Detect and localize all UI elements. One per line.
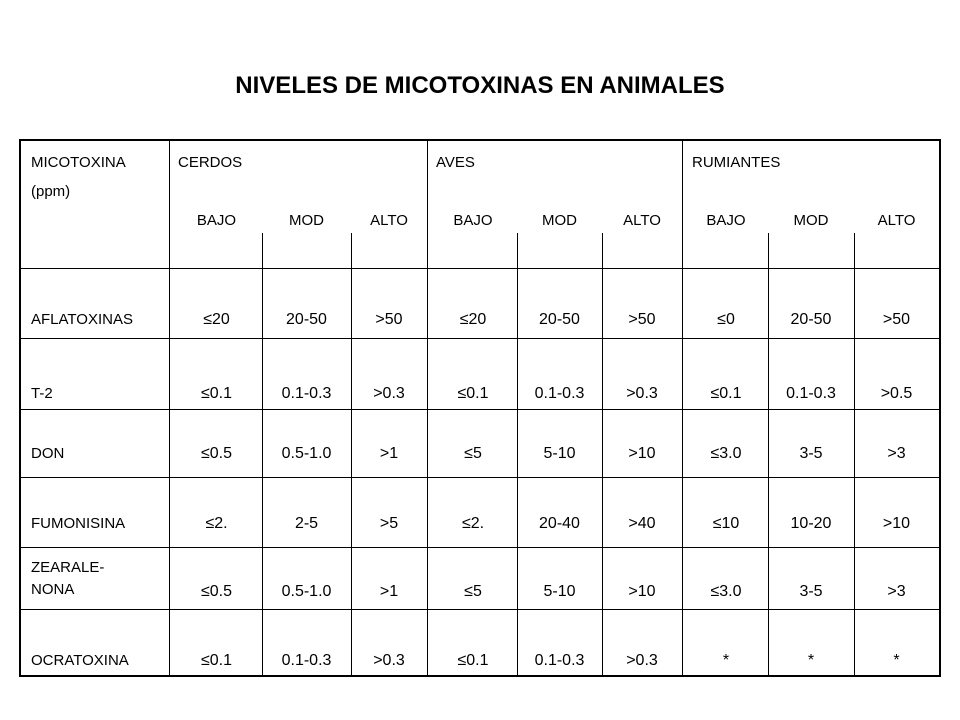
table-cell: ≤5 <box>464 583 482 600</box>
table-cell: 20-50 <box>286 311 327 328</box>
table-cell: ≤10 <box>712 515 740 532</box>
table-cell: 0.1-0.3 <box>534 385 585 402</box>
row-label-zearalenona: NONA <box>31 581 75 598</box>
header-level: MOD <box>793 212 829 229</box>
table-cell: >1 <box>379 445 399 462</box>
table-cell: >3 <box>887 583 906 600</box>
table-cell: 3-5 <box>799 445 823 462</box>
table-cell: * <box>807 652 815 669</box>
table-cell: 0.1-0.3 <box>786 385 836 402</box>
row-divider <box>21 268 939 269</box>
table-cell: >40 <box>628 515 656 532</box>
header-group-aves: AVES <box>436 154 475 171</box>
table-cell: 5-10 <box>543 583 576 600</box>
table-cell: 0.1-0.3 <box>281 385 332 402</box>
column-divider <box>169 141 170 675</box>
table-cell: >1 <box>379 583 399 600</box>
table-cell: ≤0.5 <box>200 583 233 600</box>
table-cell: >10 <box>628 583 656 600</box>
table-cell: >0.3 <box>626 385 658 402</box>
header-level: MOD <box>542 212 577 229</box>
table-cell: * <box>722 652 730 669</box>
table-cell: ≤0.1 <box>200 652 233 669</box>
table-cell: 0.5-1.0 <box>281 445 332 462</box>
header-level: ALTO <box>877 212 916 229</box>
table-cell: >10 <box>882 515 911 532</box>
header-level: BAJO <box>453 212 493 229</box>
mycotoxin-table <box>19 139 941 677</box>
table-cell: ≤0.1 <box>457 652 489 669</box>
table-cell: 20-40 <box>539 515 580 532</box>
row-label-don: DON <box>31 445 65 462</box>
table-cell: * <box>893 652 900 669</box>
table-cell: 0.1-0.3 <box>534 652 585 669</box>
column-divider <box>682 141 683 675</box>
table-cell: >10 <box>628 445 656 462</box>
table-cell: ≤2. <box>205 515 228 532</box>
table-cell: >50 <box>882 311 911 328</box>
row-label-zearalenona: ZEARALE- <box>31 559 105 576</box>
table-cell: 2-5 <box>294 515 319 532</box>
table-cell: ≤2. <box>461 515 485 532</box>
table-cell: 20-50 <box>539 311 580 328</box>
row-divider <box>21 338 939 339</box>
table-cell: >0.3 <box>626 652 658 669</box>
table-cell: ≤5 <box>464 445 482 462</box>
header-level: BAJO <box>196 212 237 229</box>
table-cell: 20-50 <box>790 311 832 328</box>
header-level: ALTO <box>370 212 408 229</box>
table-cell: ≤0.1 <box>710 385 742 402</box>
header-group-cerdos: CERDOS <box>178 154 243 171</box>
table-cell: 3-5 <box>799 583 823 600</box>
header-micotoxina: MICOTOXINA <box>31 154 126 171</box>
header-level: MOD <box>289 212 324 229</box>
row-divider <box>21 609 939 610</box>
table-cell: 0.1-0.3 <box>281 652 332 669</box>
table-cell: >0.3 <box>373 652 405 669</box>
table-cell: >0.5 <box>880 385 913 402</box>
table-cell: ≤0 <box>717 311 735 328</box>
row-divider <box>21 409 939 410</box>
row-divider <box>21 477 939 478</box>
row-label-t2: T-2 <box>31 385 53 402</box>
column-divider <box>427 141 428 675</box>
header-ppm: (ppm) <box>31 183 71 200</box>
table-cell: ≤3.0 <box>710 445 742 462</box>
table-cell: ≤0.1 <box>200 385 233 402</box>
table-cell: >50 <box>375 311 403 328</box>
table-cell: 5-10 <box>543 445 576 462</box>
table-cell: >50 <box>628 311 656 328</box>
table-cell: >5 <box>379 515 399 532</box>
page-title: NIVELES DE MICOTOXINAS EN ANIMALES <box>235 72 725 99</box>
table-cell: 0.5-1.0 <box>281 583 332 600</box>
table-cell: >3 <box>887 445 906 462</box>
header-level: BAJO <box>706 212 746 229</box>
table-cell: ≤0.1 <box>457 385 489 402</box>
table-cell: ≤20 <box>459 311 487 328</box>
row-label-fumonisina: FUMONISINA <box>31 515 126 532</box>
row-label-aflatoxinas: AFLATOXINAS <box>31 311 133 328</box>
table-cell: >0.3 <box>373 385 405 402</box>
header-group-rumiantes: RUMIANTES <box>692 154 781 171</box>
table-cell: 10-20 <box>790 515 832 532</box>
table-cell: ≤20 <box>203 311 230 328</box>
header-level: ALTO <box>623 212 661 229</box>
table-cell: ≤3.0 <box>710 583 742 600</box>
row-label-ocratoxina: OCRATOXINA <box>31 652 129 669</box>
table-cell: ≤0.5 <box>200 445 233 462</box>
row-divider <box>21 547 939 548</box>
